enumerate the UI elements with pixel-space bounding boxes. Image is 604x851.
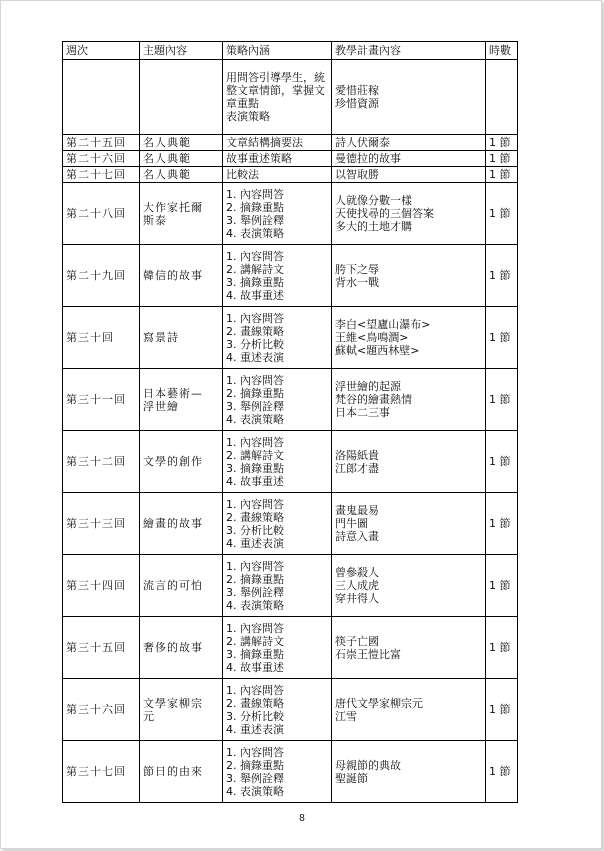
strategy-text: 表演策略 bbox=[240, 598, 284, 612]
strategy-cell bbox=[223, 151, 332, 167]
plan-item: 蘇軾<題西林壁> bbox=[335, 344, 420, 357]
list-number: 1. bbox=[226, 373, 237, 387]
strategy-text: 內容問答 bbox=[240, 497, 284, 511]
strategy-cell bbox=[223, 431, 332, 493]
week-cell: 第三十二回 bbox=[63, 431, 140, 493]
table-row bbox=[63, 151, 518, 167]
strategy-item bbox=[226, 227, 328, 240]
plan-item: 母親節的典故 bbox=[335, 758, 401, 772]
theme-cell bbox=[140, 245, 223, 307]
list-number: 3. bbox=[226, 523, 237, 537]
list-number: 1. bbox=[226, 745, 237, 759]
strategy-cell bbox=[223, 135, 332, 151]
list-number: 2. bbox=[226, 448, 237, 462]
week-cell bbox=[63, 60, 140, 135]
theme-cell bbox=[140, 60, 223, 135]
list-number: 1. bbox=[226, 683, 237, 697]
hours-cell: 1 節 bbox=[486, 679, 518, 741]
strategy-item bbox=[226, 746, 328, 759]
strategy-item bbox=[226, 276, 328, 289]
strategy-item bbox=[226, 511, 328, 524]
strategy-item bbox=[226, 586, 328, 599]
strategy-text: 內容問答 bbox=[240, 559, 284, 573]
strategy-text: 故事重述 bbox=[240, 288, 284, 302]
list-number: 2. bbox=[226, 696, 237, 710]
strategy-text: 整文章情節，掌握文 bbox=[226, 84, 325, 97]
plan-item: 江雪 bbox=[335, 709, 357, 723]
strategy-text: 舉例詮釋 bbox=[240, 213, 284, 227]
theme-line: 斯泰 bbox=[143, 213, 167, 227]
strategy-item bbox=[226, 312, 328, 325]
list-number: 4. bbox=[226, 474, 237, 488]
table-row bbox=[63, 307, 518, 369]
strategy-text: 重述表演 bbox=[240, 722, 284, 736]
plan-item: 畫鬼最易 bbox=[335, 504, 379, 517]
plan-cell bbox=[332, 60, 486, 135]
theme-line: 節日的由來 bbox=[143, 765, 203, 778]
plan-item: 以智取勝 bbox=[335, 168, 379, 181]
plan-item: 珍惜資源 bbox=[335, 97, 379, 110]
theme-cell bbox=[140, 617, 223, 679]
week-cell: 第二十九回 bbox=[63, 245, 140, 307]
strategy-item bbox=[226, 573, 328, 586]
list-number: 1. bbox=[226, 621, 237, 635]
table-row bbox=[63, 245, 518, 307]
strategy-text: 內容問答 bbox=[240, 373, 284, 387]
strategy-text: 章重點 bbox=[226, 97, 259, 110]
strategy-item bbox=[226, 325, 328, 338]
table-row bbox=[63, 679, 518, 741]
theme-cell bbox=[140, 555, 223, 617]
strategy-text: 講解詩文 bbox=[240, 634, 284, 648]
strategy-text: 重述表演 bbox=[240, 350, 284, 364]
strategy-text: 講解詩文 bbox=[240, 448, 284, 462]
strategy-item bbox=[226, 263, 328, 276]
strategy-item bbox=[226, 97, 328, 110]
hours-cell: 1 節 bbox=[486, 135, 518, 151]
strategy-cell bbox=[223, 307, 332, 369]
theme-line: 韓信的故事 bbox=[143, 269, 203, 282]
strategy-text: 內容問答 bbox=[240, 435, 284, 449]
plan-item: 愛惜莊稼 bbox=[335, 84, 379, 97]
strategy-text: 內容問答 bbox=[240, 745, 284, 759]
strategy-text: 講解詩文 bbox=[240, 262, 284, 276]
strategy-item bbox=[226, 136, 328, 149]
list-number: 4. bbox=[226, 412, 237, 426]
strategy-item bbox=[226, 622, 328, 635]
hours-cell: 1 節 bbox=[486, 369, 518, 431]
strategy-cell bbox=[223, 555, 332, 617]
strategy-text: 表演策略 bbox=[240, 784, 284, 798]
plan-cell bbox=[332, 617, 486, 679]
strategy-text: 摘錄重點 bbox=[240, 647, 284, 661]
strategy-item bbox=[226, 413, 328, 426]
theme-line: 名人典範 bbox=[143, 168, 191, 181]
list-number: 3. bbox=[226, 213, 237, 227]
list-number: 2. bbox=[226, 634, 237, 648]
table-row bbox=[63, 555, 518, 617]
header-week: 週次 bbox=[63, 42, 140, 60]
week-cell: 第二十六回 bbox=[63, 151, 140, 167]
hours-cell: 1 節 bbox=[486, 245, 518, 307]
theme-line: 浮世繪 bbox=[143, 399, 179, 413]
list-number: 4. bbox=[226, 226, 237, 240]
strategy-item bbox=[226, 188, 328, 201]
theme-cell bbox=[140, 167, 223, 183]
list-number: 4. bbox=[226, 722, 237, 736]
strategy-item bbox=[226, 110, 328, 123]
strategy-item bbox=[226, 498, 328, 511]
plan-cell bbox=[332, 307, 486, 369]
strategy-cell bbox=[223, 493, 332, 555]
strategy-item bbox=[226, 374, 328, 387]
strategy-item bbox=[226, 250, 328, 263]
strategy-text: 內容問答 bbox=[240, 187, 284, 201]
week-cell: 第二十七回 bbox=[63, 167, 140, 183]
hours-cell: 1 節 bbox=[486, 741, 518, 803]
hours-cell: 1 節 bbox=[486, 555, 518, 617]
strategy-item bbox=[226, 168, 328, 181]
strategy-cell bbox=[223, 245, 332, 307]
theme-cell bbox=[140, 741, 223, 803]
strategy-item bbox=[226, 400, 328, 413]
strategy-item bbox=[226, 201, 328, 214]
strategy-cell bbox=[223, 167, 332, 183]
table-row bbox=[63, 135, 518, 151]
strategy-item bbox=[226, 684, 328, 697]
week-cell: 第三十一回 bbox=[63, 369, 140, 431]
list-number: 3. bbox=[226, 647, 237, 661]
plan-item: 人就像分數一樣 bbox=[335, 194, 412, 207]
plan-cell bbox=[332, 167, 486, 183]
theme-cell bbox=[140, 493, 223, 555]
list-number: 2. bbox=[226, 200, 237, 214]
strategy-item bbox=[226, 723, 328, 736]
table-row bbox=[63, 167, 518, 183]
hours-cell bbox=[486, 60, 518, 135]
plan-item: 洛陽紙貴 bbox=[335, 448, 379, 462]
strategy-cell bbox=[223, 679, 332, 741]
hours-cell: 1 節 bbox=[486, 617, 518, 679]
week-cell: 第三十回 bbox=[63, 307, 140, 369]
header-hours: 時數 bbox=[486, 42, 518, 60]
lesson-plan-table bbox=[62, 41, 518, 803]
plan-cell bbox=[332, 369, 486, 431]
strategy-text: 分析比較 bbox=[240, 709, 284, 723]
strategy-text: 用問答引導學生，統 bbox=[226, 71, 325, 84]
strategy-item bbox=[226, 214, 328, 227]
list-number: 3. bbox=[226, 275, 237, 289]
strategy-item bbox=[226, 449, 328, 462]
strategy-item bbox=[226, 71, 328, 84]
list-number: 1. bbox=[226, 497, 237, 511]
theme-line: 元 bbox=[143, 709, 155, 723]
theme-cell bbox=[140, 183, 223, 245]
strategy-item bbox=[226, 537, 328, 550]
plan-cell bbox=[332, 431, 486, 493]
strategy-item bbox=[226, 759, 328, 772]
list-number: 4. bbox=[226, 784, 237, 798]
strategy-text: 故事重述 bbox=[240, 660, 284, 674]
theme-line: 流言的可怕 bbox=[143, 579, 203, 592]
strategy-text: 分析比較 bbox=[240, 523, 284, 537]
strategy-item bbox=[226, 772, 328, 785]
plan-item: 聖誕節 bbox=[335, 771, 368, 785]
plan-cell bbox=[332, 183, 486, 245]
list-number: 2. bbox=[226, 262, 237, 276]
strategy-item bbox=[226, 599, 328, 612]
plan-item: 曼德拉的故事 bbox=[335, 152, 401, 165]
list-number: 1. bbox=[226, 435, 237, 449]
strategy-item bbox=[226, 152, 328, 165]
plan-item: 梵谷的繪畫熱情 bbox=[335, 393, 412, 406]
theme-cell bbox=[140, 679, 223, 741]
plan-item: 曾參殺人 bbox=[335, 566, 379, 579]
hours-cell: 1 節 bbox=[486, 167, 518, 183]
theme-cell bbox=[140, 431, 223, 493]
header-row bbox=[63, 42, 518, 60]
strategy-item bbox=[226, 289, 328, 302]
week-cell: 第二十五回 bbox=[63, 135, 140, 151]
strategy-text: 摘錄重點 bbox=[240, 200, 284, 214]
strategy-cell bbox=[223, 369, 332, 431]
hours-cell: 1 節 bbox=[486, 151, 518, 167]
strategy-text: 摘錄重點 bbox=[240, 461, 284, 475]
theme-line: 名人典範 bbox=[143, 152, 191, 165]
list-number: 3. bbox=[226, 461, 237, 475]
strategy-cell bbox=[223, 617, 332, 679]
strategy-text: 摘錄重點 bbox=[240, 275, 284, 289]
theme-line: 繪畫的故事 bbox=[143, 517, 203, 530]
table-row bbox=[63, 493, 518, 555]
list-number: 2. bbox=[226, 572, 237, 586]
strategy-item bbox=[226, 785, 328, 798]
week-cell: 第三十六回 bbox=[63, 679, 140, 741]
hours-cell: 1 節 bbox=[486, 431, 518, 493]
list-number: 4. bbox=[226, 350, 237, 364]
strategy-item bbox=[226, 462, 328, 475]
strategy-item bbox=[226, 387, 328, 400]
plan-item: 穿井得人 bbox=[335, 592, 379, 605]
strategy-cell bbox=[223, 60, 332, 135]
table-row bbox=[63, 741, 518, 803]
strategy-text: 重述表演 bbox=[240, 536, 284, 550]
list-number: 3. bbox=[226, 585, 237, 599]
plan-item: 筷子亡國 bbox=[335, 634, 379, 648]
strategy-text: 文章結構摘要法 bbox=[226, 136, 303, 149]
strategy-cell bbox=[223, 741, 332, 803]
strategy-text: 內容問答 bbox=[240, 311, 284, 325]
list-number: 4. bbox=[226, 660, 237, 674]
plan-item: 江郎才盡 bbox=[335, 461, 379, 475]
header-theme: 主題內容 bbox=[140, 42, 223, 60]
strategy-item bbox=[226, 338, 328, 351]
plan-cell bbox=[332, 245, 486, 307]
list-number: 3. bbox=[226, 709, 237, 723]
theme-line: 文學家柳宗 bbox=[143, 696, 203, 710]
plan-cell bbox=[332, 151, 486, 167]
list-number: 1. bbox=[226, 559, 237, 573]
theme-cell bbox=[140, 151, 223, 167]
strategy-text: 畫線策略 bbox=[240, 696, 284, 710]
list-number: 3. bbox=[226, 337, 237, 351]
strategy-text: 表演策略 bbox=[226, 110, 270, 123]
hours-cell: 1 節 bbox=[486, 493, 518, 555]
theme-cell bbox=[140, 369, 223, 431]
theme-line: 奢侈的故事 bbox=[143, 641, 203, 654]
plan-item: 詩意入畫 bbox=[335, 530, 379, 543]
strategy-text: 內容問答 bbox=[240, 249, 284, 263]
strategy-text: 表演策略 bbox=[240, 226, 284, 240]
plan-item: 石崇王愷比富 bbox=[335, 647, 401, 661]
plan-cell bbox=[332, 555, 486, 617]
list-number: 2. bbox=[226, 758, 237, 772]
strategy-text: 舉例詮釋 bbox=[240, 399, 284, 413]
strategy-text: 畫線策略 bbox=[240, 324, 284, 338]
strategy-item bbox=[226, 475, 328, 488]
table-row bbox=[63, 183, 518, 245]
strategy-item bbox=[226, 84, 328, 97]
plan-item: 唐代文學家柳宗元 bbox=[335, 696, 423, 710]
theme-cell bbox=[140, 307, 223, 369]
strategy-item bbox=[226, 436, 328, 449]
strategy-item bbox=[226, 635, 328, 648]
plan-item: 三人成虎 bbox=[335, 579, 379, 592]
table-row bbox=[63, 617, 518, 679]
plan-cell bbox=[332, 741, 486, 803]
strategy-item bbox=[226, 648, 328, 661]
plan-item: 日本二三事 bbox=[335, 406, 390, 419]
header-plan: 教學計畫內容 bbox=[332, 42, 486, 60]
strategy-text: 畫線策略 bbox=[240, 510, 284, 524]
list-number: 1. bbox=[226, 249, 237, 263]
theme-line: 大作家托爾 bbox=[143, 200, 203, 214]
list-number: 1. bbox=[226, 311, 237, 325]
plan-item: 詩人伏爾泰 bbox=[335, 136, 390, 149]
list-number: 4. bbox=[226, 288, 237, 302]
plan-item: 多大的土地才購 bbox=[335, 220, 412, 233]
list-number: 2. bbox=[226, 324, 237, 338]
plan-cell bbox=[332, 135, 486, 151]
plan-item: 李白<望廬山瀑布> bbox=[335, 318, 431, 331]
strategy-item bbox=[226, 710, 328, 723]
header-strategy: 策略內涵 bbox=[223, 42, 332, 60]
strategy-text: 舉例詮釋 bbox=[240, 585, 284, 599]
strategy-text: 摘錄重點 bbox=[240, 386, 284, 400]
plan-item: 浮世繪的起源 bbox=[335, 380, 401, 393]
list-number: 3. bbox=[226, 399, 237, 413]
strategy-text: 內容問答 bbox=[240, 621, 284, 635]
strategy-text: 摘錄重點 bbox=[240, 758, 284, 772]
strategy-item bbox=[226, 351, 328, 364]
strategy-text: 表演策略 bbox=[240, 412, 284, 426]
hours-cell: 1 節 bbox=[486, 307, 518, 369]
strategy-cell bbox=[223, 183, 332, 245]
strategy-text: 分析比較 bbox=[240, 337, 284, 351]
plan-item: 胯下之辱 bbox=[335, 262, 379, 276]
table-row bbox=[63, 431, 518, 493]
strategy-text: 故事重述策略 bbox=[226, 152, 292, 165]
table-row bbox=[63, 60, 518, 135]
theme-line: 名人典範 bbox=[143, 136, 191, 149]
strategy-text: 故事重述 bbox=[240, 474, 284, 488]
week-cell: 第三十五回 bbox=[63, 617, 140, 679]
hours-cell: 1 節 bbox=[486, 183, 518, 245]
strategy-item bbox=[226, 560, 328, 573]
list-number: 4. bbox=[226, 536, 237, 550]
strategy-text: 舉例詮釋 bbox=[240, 771, 284, 785]
plan-cell bbox=[332, 679, 486, 741]
strategy-text: 比較法 bbox=[226, 168, 259, 181]
plan-item: 背水一戰 bbox=[335, 275, 379, 289]
table-row bbox=[63, 369, 518, 431]
list-number: 2. bbox=[226, 510, 237, 524]
plan-item: 王維<鳥鳴澗> bbox=[335, 331, 409, 344]
theme-line: 日本藝術— bbox=[143, 386, 203, 400]
week-cell: 第三十三回 bbox=[63, 493, 140, 555]
strategy-item bbox=[226, 524, 328, 537]
list-number: 3. bbox=[226, 771, 237, 785]
list-number: 4. bbox=[226, 598, 237, 612]
strategy-text: 內容問答 bbox=[240, 683, 284, 697]
strategy-item bbox=[226, 661, 328, 674]
plan-cell bbox=[332, 493, 486, 555]
page-number: 8 bbox=[299, 813, 305, 824]
plan-item: 天使找尋的三個答案 bbox=[335, 207, 434, 220]
plan-item: 門牛圖 bbox=[335, 517, 368, 530]
week-cell: 第二十八回 bbox=[63, 183, 140, 245]
list-number: 1. bbox=[226, 187, 237, 201]
theme-line: 寫景詩 bbox=[143, 331, 179, 344]
table-body bbox=[63, 60, 518, 803]
strategy-item bbox=[226, 697, 328, 710]
week-cell: 第三十四回 bbox=[63, 555, 140, 617]
week-cell: 第三十七回 bbox=[63, 741, 140, 803]
theme-line: 文學的創作 bbox=[143, 455, 203, 468]
theme-cell bbox=[140, 135, 223, 151]
list-number: 2. bbox=[226, 386, 237, 400]
strategy-text: 摘錄重點 bbox=[240, 572, 284, 586]
